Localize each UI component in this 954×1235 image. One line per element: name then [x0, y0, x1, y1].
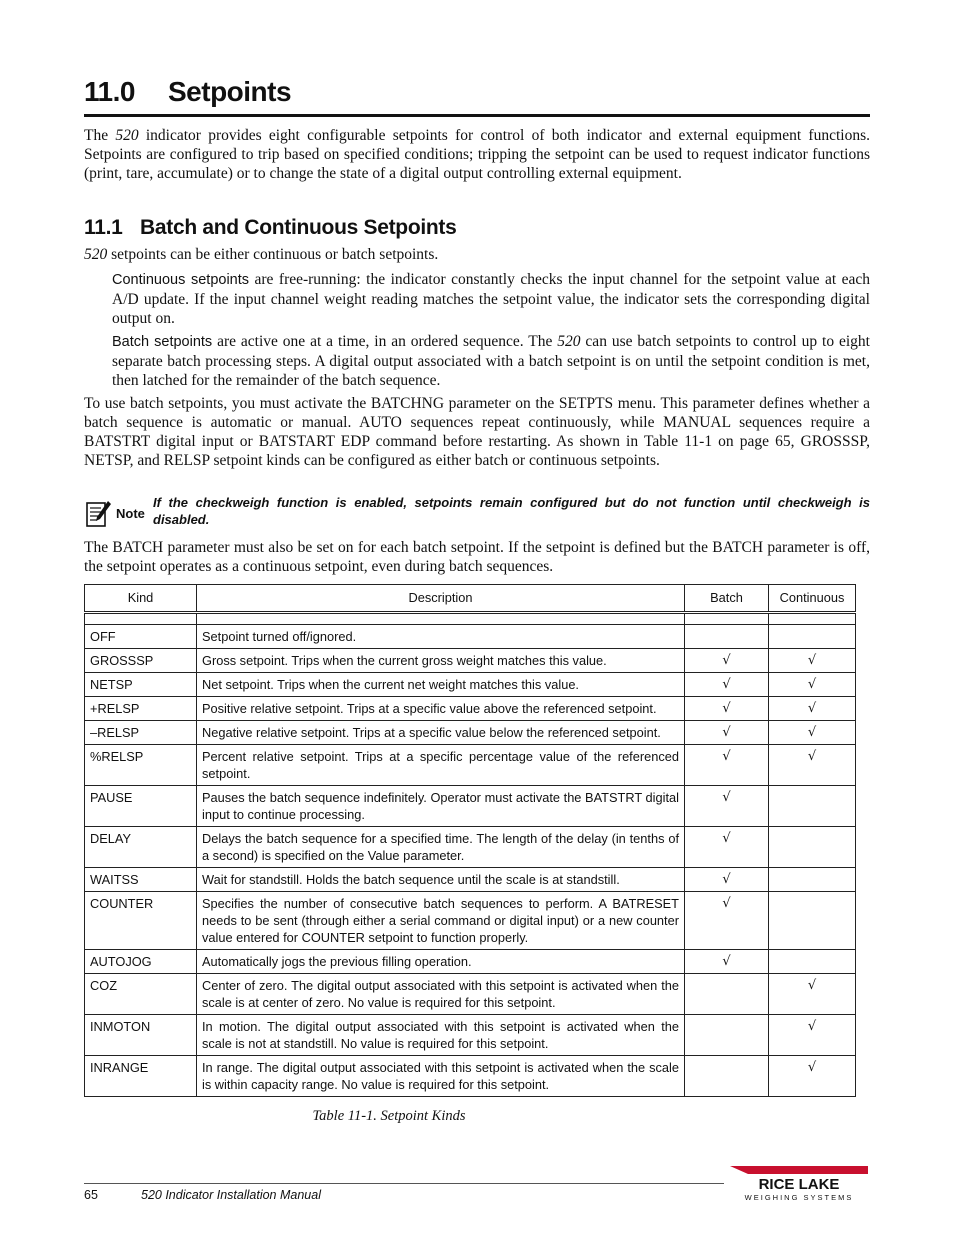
- footer-manual-title: 520 Indicator Installation Manual: [141, 1188, 321, 1202]
- footer-page-number: 65: [84, 1188, 98, 1202]
- table-row: [85, 745, 856, 786]
- kind-cell: AUTOJOG: [85, 950, 197, 974]
- kind-cell: GROSSSP: [85, 649, 197, 673]
- description-cell: Pauses the batch sequence indefinitely. Operator must activate the BATSTRT digital input to continue processing.: [197, 786, 685, 827]
- types-text: setpoints can be either continuous or batch setpoints.: [107, 246, 439, 263]
- table-row: [85, 827, 856, 868]
- continuous-cell: √: [769, 1015, 856, 1056]
- kind-cell: NETSP: [85, 673, 197, 697]
- continuous-text: are free-running: the indicator constantly checks the input channel for the setpoint value at each A/D update. If the input channel weight reading matches the setpoint value, the indicator sets the corresponding digital output on.: [112, 271, 871, 327]
- batch-cell: √: [685, 786, 769, 827]
- batch-cell: [685, 1015, 769, 1056]
- description-cell: Setpoint turned off/ignored.: [197, 625, 685, 649]
- description-cell: In range. The digital output associated with this setpoint is activated when the scale is within capacity range. No value is required for this setpoint.: [197, 1056, 685, 1097]
- batch-cell: [685, 1056, 769, 1097]
- continuous-cell: √: [769, 649, 856, 673]
- batch-term: Batch setpoints: [112, 334, 213, 350]
- batch-cell: √: [685, 827, 769, 868]
- kind-cell: PAUSE: [85, 786, 197, 827]
- types-model: 520: [84, 246, 108, 263]
- batch-cell: √: [685, 892, 769, 950]
- batch-cell: √: [685, 721, 769, 745]
- setpoint-kinds-table: [84, 584, 856, 1097]
- batch-pre: are active one at a time, in an ordered sequence. The: [212, 333, 558, 350]
- types-paragraph: [84, 245, 870, 264]
- header-kind: Kind: [85, 585, 197, 613]
- description-cell: Negative relative setpoint. Trips at a specific value below the referenced setpoint.: [197, 721, 685, 745]
- description-cell: Percent relative setpoint. Trips at a specific percentage value of the referenced setpoint.: [197, 745, 685, 786]
- continuous-cell: [769, 786, 856, 827]
- table-row: [85, 1015, 856, 1056]
- batch-cell: √: [685, 868, 769, 892]
- table-row: [85, 892, 856, 950]
- table-row: [85, 950, 856, 974]
- batching-paragraph: To use batch setpoints, you must activate the BATCHNG parameter on the SETPTS menu. This parameter defines whether a batch sequence is automatic or manual. AUTO sequences repeat continuously, while MANUAL sequences require a BATSTRT digital input or BATSTART EDP command before restarting. As shown in Table 11-1 on page 65, GROSSSP, NETSP, and RELSP setpoint kinds can be configured as either batch or continuous setpoints.: [84, 395, 870, 469]
- note-label: Note: [116, 506, 145, 521]
- page-title: [84, 74, 870, 117]
- continuous-cell: √: [769, 1056, 856, 1097]
- table-caption: Table 11-1. Setpoint Kinds: [312, 1108, 466, 1124]
- note-pencil-icon: [86, 500, 112, 528]
- kind-cell: %RELSP: [85, 745, 197, 786]
- description-cell: Specifies the number of consecutive batch sequences to perform. A BATRESET needs to be sent (through either a serial command or digital input) or a new counter value entered for COUNTER setpoint to function properly.: [197, 892, 685, 950]
- kind-cell: COUNTER: [85, 892, 197, 950]
- intro-pre: The: [84, 127, 116, 144]
- continuous-cell: [769, 625, 856, 649]
- continuous-cell: √: [769, 745, 856, 786]
- kind-cell: OFF: [85, 625, 197, 649]
- continuous-term: Continuous setpoints: [112, 272, 250, 288]
- description-cell: Center of zero. The digital output associated with this setpoint is activated when the scale is at center of zero. No value is required for this setpoint.: [197, 974, 685, 1015]
- intro-post: indicator provides eight configurable setpoints for control of both indicator and external equipment functions. Setpoints are configured to trip based on specified conditions; tripping the setpoint can be used to request indicator functions (print, tare, accumulate) or to change the state of a digital output controlling external equipment.: [84, 127, 870, 182]
- description-cell: In motion. The digital output associated with this setpoint is activated when the scale is not at standstill. No value is required for this setpoint.: [197, 1015, 685, 1056]
- kind-cell: WAITSS: [85, 868, 197, 892]
- kind-cell: INMOTON: [85, 1015, 197, 1056]
- table-row: [85, 786, 856, 827]
- continuous-cell: √: [769, 974, 856, 1015]
- continuous-cell: √: [769, 721, 856, 745]
- table-row: [85, 673, 856, 697]
- table-spacer-row: [85, 613, 856, 625]
- header-description: Description: [197, 585, 685, 613]
- batch-cell: √: [685, 649, 769, 673]
- table-row: [85, 721, 856, 745]
- chapter-title: Setpoints: [168, 76, 292, 107]
- section-title-text: Batch and Continuous Setpoints: [140, 216, 457, 239]
- table-header-row: [85, 585, 856, 613]
- logo-line1: RICE LAKE: [758, 1176, 840, 1193]
- description-cell: Gross setpoint. Trips when the current gross weight matches this value.: [197, 649, 685, 673]
- continuous-cell: [769, 950, 856, 974]
- table-row: [85, 649, 856, 673]
- batch-parameter-paragraph: The BATCH parameter must also be set on for each batch setpoint. If the setpoint is defined but the BATCH parameter is off, the setpoint operates as a continuous setpoint, even during batch sequences.: [84, 539, 870, 575]
- description-cell: Wait for standstill. Holds the batch sequence until the scale is at standstill.: [197, 868, 685, 892]
- continuous-cell: √: [769, 697, 856, 721]
- header-continuous: Continuous: [769, 585, 856, 613]
- intro-model: 520: [115, 127, 139, 144]
- kind-cell: –RELSP: [85, 721, 197, 745]
- section-number: 11.1: [84, 216, 123, 239]
- table-row: [85, 697, 856, 721]
- batch-cell: [685, 974, 769, 1015]
- batch-cell: √: [685, 697, 769, 721]
- batch-cell: √: [685, 673, 769, 697]
- description-cell: Delays the batch sequence for a specified time. The length of the delay (in tenths of a second) is specified on the Value parameter.: [197, 827, 685, 868]
- header-batch: Batch: [685, 585, 769, 613]
- batch-model: 520: [557, 333, 581, 350]
- continuous-cell: [769, 827, 856, 868]
- section-title: [84, 214, 457, 242]
- kind-cell: COZ: [85, 974, 197, 1015]
- description-cell: Net setpoint. Trips when the current net weight matches this value.: [197, 673, 685, 697]
- description-cell: Automatically jogs the previous filling operation.: [197, 950, 685, 974]
- table-row: [85, 974, 856, 1015]
- rice-lake-logo: [728, 1162, 870, 1208]
- batch-post: can use batch setpoints to control up to eight separate batch processing steps. A digital output associated with a batch setpoint is on until the setpoint condition is met, then latched for the remainder of the batch sequence.: [112, 333, 870, 389]
- footer-rule: [84, 1183, 724, 1184]
- table-row: [85, 1056, 856, 1097]
- batch-cell: √: [685, 745, 769, 786]
- note-text: If the checkweigh function is enabled, setpoints remain configured but do not function until checkweigh is disabled.: [153, 495, 870, 527]
- continuous-paragraph: [112, 270, 870, 328]
- kind-cell: +RELSP: [85, 697, 197, 721]
- batch-cell: √: [685, 950, 769, 974]
- continuous-cell: [769, 868, 856, 892]
- batch-paragraph: [112, 332, 870, 390]
- kind-cell: DELAY: [85, 827, 197, 868]
- kind-cell: INRANGE: [85, 1056, 197, 1097]
- table-body: [85, 613, 856, 1097]
- description-cell: Positive relative setpoint. Trips at a specific value above the referenced setpoint.: [197, 697, 685, 721]
- table-row: [85, 868, 856, 892]
- continuous-cell: [769, 892, 856, 950]
- chapter-number: 11.0: [84, 76, 135, 107]
- table-row: [85, 625, 856, 649]
- continuous-cell: √: [769, 673, 856, 697]
- intro-paragraph: [84, 126, 870, 183]
- batch-cell: [685, 625, 769, 649]
- logo-line2: WEIGHING SYSTEMS: [744, 1193, 854, 1202]
